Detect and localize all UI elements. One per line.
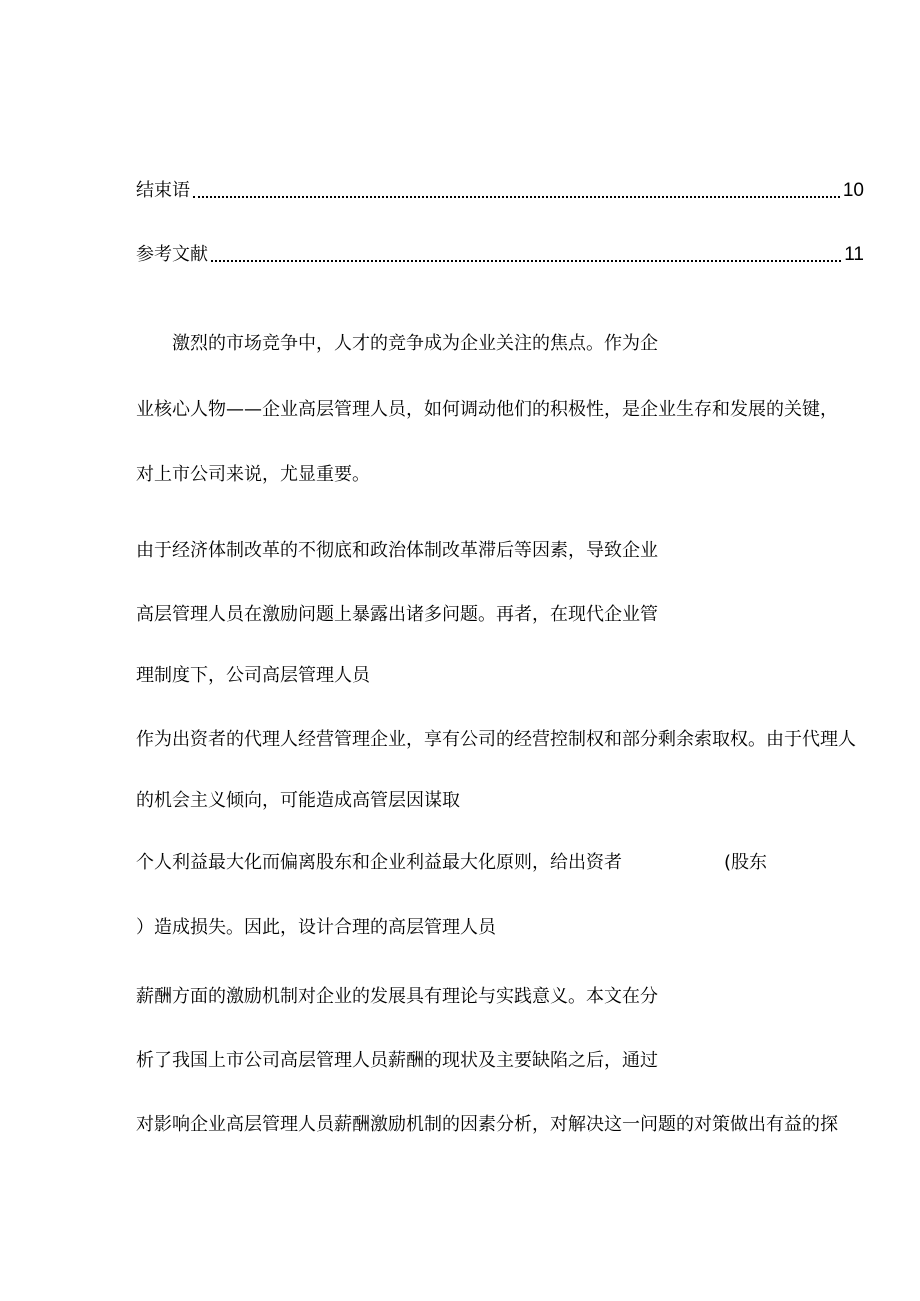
body-line: 个人利益最大化而偏离股东和企业利益最大化原则，给出资者: [136, 852, 622, 873]
body-line: 高层管理人员在激励问题上暴露出诸多问题。再者，在现代企业管: [136, 604, 658, 625]
toc-entry-conclusion[interactable]: [136, 172, 864, 202]
toc-title: 结束语: [136, 180, 190, 201]
body-line: 对影响企业高层管理人员薪酬激励机制的因素分析，对解决这一问题的对策做出有益的探: [136, 1114, 838, 1135]
toc-entry-references[interactable]: [136, 236, 864, 266]
body-line: 的机会主义倾向，可能造成高管层因谋取: [136, 790, 460, 811]
toc-page-number: 10: [842, 180, 864, 201]
body-line: 业核心人物——企业高层管理人员，如何调动他们的积极性，是企业生存和发展的关键，: [136, 399, 838, 420]
body-line: 理制度下，公司高层管理人员: [136, 665, 370, 686]
toc-title: 参考文献: [136, 244, 208, 265]
body-line: 对上市公司来说，尤显重要。: [136, 464, 370, 485]
body-line: 薪酬方面的激励机制对企业的发展具有理论与实践意义。本文在分: [136, 986, 658, 1007]
body-line: 由于经济体制改革的不彻底和政治体制改革滞后等因素，导致企业: [136, 540, 658, 561]
toc-dot-leader: [193, 196, 840, 198]
body-line: 作为出资者的代理人经营管理企业，享有公司的经营控制权和部分剩余索取权。由于代理人: [136, 729, 856, 750]
toc-page-number: 11: [844, 244, 864, 265]
body-line: 析了我国上市公司高层管理人员薪酬的现状及主要缺陷之后，通过: [136, 1050, 658, 1071]
toc-dot-leader: [211, 260, 841, 262]
body-line: 激烈的市场竞争中，人才的竞争成为企业关注的焦点。作为企: [172, 333, 658, 354]
body-aside-text: (股东: [724, 852, 768, 873]
body-line: ）造成损失。因此，设计合理的高层管理人员: [136, 917, 496, 938]
